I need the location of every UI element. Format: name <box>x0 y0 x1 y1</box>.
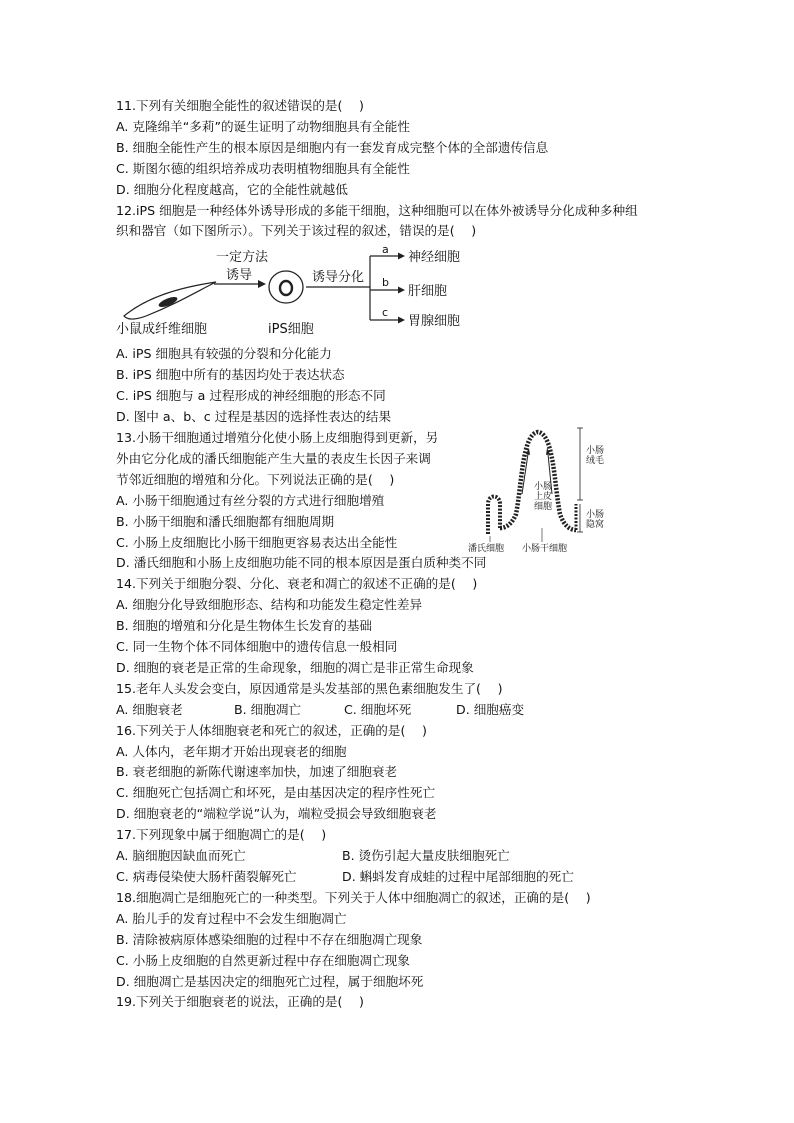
branch-b-label: b <box>382 276 389 290</box>
question-stem: 14.下列关于细胞分裂、分化、衰老和凋亡的叙述不正确的是( ) <box>116 576 478 592</box>
option-d: D. 细胞分化程度越高，它的全能性就越低 <box>116 181 348 197</box>
option-c: C. 病毒侵染使大肠杆菌裂解死亡 <box>116 869 297 884</box>
paneth-label: 潘氏细胞 <box>468 543 505 554</box>
option-a: A. 人体内，老年期才开始出现衰老的细胞 <box>116 743 347 759</box>
document-page <box>116 96 696 1013</box>
option-c: C. 小肠上皮细胞比小肠干细胞更容易表达出全能性 <box>116 534 398 550</box>
stem-cell-label: 小肠干细胞 <box>522 543 568 554</box>
question-stem: 18.细胞凋亡是细胞死亡的一种类型。下列关于人体中细胞凋亡的叙述，正确的是( ) <box>116 889 591 905</box>
option-c: C. 小肠上皮细胞的自然更新过程中存在细胞凋亡现象 <box>116 952 410 968</box>
option-row <box>116 867 696 888</box>
option-row <box>116 700 696 721</box>
question-stem: 11.下列有关细胞全能性的叙述错误的是( ) <box>116 98 364 113</box>
question-stem: 17.下列现象中属于细胞凋亡的是( ) <box>116 827 327 843</box>
question-14 <box>116 574 696 679</box>
question-16 <box>116 721 696 826</box>
neuron-label: 神经细胞 <box>408 250 461 266</box>
question-stem: 19.下列关于细胞衰老的说法，正确的是( ) <box>116 994 364 1010</box>
question-19 <box>116 992 696 1013</box>
option-d: D. 蝌蚪发育成蛙的过程中尾部细胞的死亡 <box>342 869 574 884</box>
villus-shape <box>500 432 576 530</box>
gastric-cell-label: 胃腺细胞 <box>408 314 461 330</box>
question-18 <box>116 888 696 993</box>
option-a: A. 克隆绵羊“多莉”的诞生证明了动物细胞具有全能性 <box>116 118 410 134</box>
intestine-diagram <box>468 424 605 556</box>
crypt-left <box>488 496 500 534</box>
option-b: B. iPS 细胞中所有的基因均处于表达状态 <box>116 367 345 383</box>
option-b: B. 清除被病原体感染细胞的过程中不存在细胞凋亡现象 <box>116 931 423 947</box>
crypt-label: 小肠隐窝 <box>586 509 605 530</box>
branch-c-label: c <box>382 306 389 320</box>
option-d: D. 细胞衰老的“端粒学说”认为，端粒受损会导致细胞衰老 <box>116 806 437 822</box>
option-b: B. 细胞的增殖和分化是生物体生长发育的基础 <box>116 618 372 634</box>
option-d: D. 细胞凋亡是基因决定的细胞死亡过程，属于细胞坏死 <box>116 973 424 989</box>
question-stem-cont: 外由它分化成的潘氏细胞能产生大量的表皮生长因子来调 <box>116 450 431 466</box>
question-11 <box>116 96 696 201</box>
option-a: A. 小肠干细胞通过有丝分裂的方式进行细胞增殖 <box>116 492 385 508</box>
option-a: A. 脑细胞因缺血而死亡 <box>116 848 246 864</box>
option-a: A. 胎儿手的发育过程中不会发生细胞凋亡 <box>116 910 347 926</box>
option-b: B. 细胞凋亡 <box>234 701 302 717</box>
question-17 <box>116 825 696 888</box>
option-row <box>116 846 696 867</box>
question-15 <box>116 679 696 721</box>
question-stem: 15.老年人头发会变白，原因通常是头发基部的黑色素细胞发生了( ) <box>116 680 503 696</box>
option-d: D. 潘氏细胞和小肠上皮细胞功能不同的根本原因是蛋白质种类不同 <box>116 555 487 571</box>
option-a: A. 细胞衰老 <box>116 701 183 717</box>
option-c: C. 细胞坏死 <box>344 701 412 717</box>
ips-label: iPS细胞 <box>268 322 314 338</box>
ips-cell-shape <box>269 271 303 303</box>
question-stem: 16.下列关于人体细胞衰老和死亡的叙述，正确的是( ) <box>116 722 427 738</box>
option-c: C. iPS 细胞与 a 过程形成的神经细胞的形态不同 <box>116 388 386 404</box>
question-stem: 13.小肠干细胞通过增殖分化使小肠上皮细胞得到更新，另 <box>116 429 439 445</box>
option-c: C. 斯图尔德的组织培养成功表明植物细胞具有全能性 <box>116 160 410 176</box>
option-a: A. iPS 细胞具有较强的分裂和分化能力 <box>116 346 332 362</box>
option-b: B. 细胞全能性产生的根本原因是细胞内有一套发育成完整个体的全部遗传信息 <box>116 139 549 155</box>
ips-diagram <box>116 243 696 342</box>
fibroblast-label: 小鼠成纤维细胞 <box>116 322 208 338</box>
question-12 <box>116 201 696 428</box>
question-13 <box>116 428 696 574</box>
villus-label: 小肠绒毛 <box>586 445 605 466</box>
liver-cell-label: 肝细胞 <box>408 284 448 300</box>
option-d: D. 细胞的衰老是正常的生命现象，细胞的凋亡是非正常生命现象 <box>116 659 474 675</box>
question-stem-cont: 织和器官（如下图所示）。下列关于该过程的叙述，错误的是( ) <box>116 223 477 239</box>
question-stem: 12.iPS 细胞是一种经体外诱导形成的多能干细胞，这种细胞可以在体外被诱导分化成种多种组 <box>116 202 638 218</box>
branch-a-label: a <box>382 243 389 257</box>
option-c: C. 细胞死亡包括凋亡和坏死，是由基因决定的程序性死亡 <box>116 785 436 801</box>
option-b: B. 衰老细胞的新陈代谢速率加快，加速了细胞衰老 <box>116 764 398 780</box>
option-b: B. 烫伤引起大量皮肤细胞死亡 <box>342 848 510 864</box>
option-b: B. 小肠干细胞和潘氏细胞都有细胞周期 <box>116 513 335 529</box>
epithelial-label: 小肠上皮细胞 <box>534 481 553 512</box>
induce-label: 诱导 <box>226 268 253 284</box>
method-label: 一定方法 <box>216 250 269 266</box>
question-stem-cont: 节邻近细胞的增殖和分化。下列说法正确的是( ) <box>116 471 395 487</box>
ips-nucleus <box>280 281 292 295</box>
option-d: D. 细胞癌变 <box>456 701 525 717</box>
option-d: D. 图中 a、b、c 过程是基因的选择性表达的结果 <box>116 409 392 425</box>
option-c: C. 同一生物个体不同体细胞中的遗传信息一般相同 <box>116 639 398 655</box>
induce-differentiate-label: 诱导分化 <box>312 270 365 286</box>
option-a: A. 细胞分化导致细胞形态、结构和功能发生稳定性差异 <box>116 597 423 613</box>
